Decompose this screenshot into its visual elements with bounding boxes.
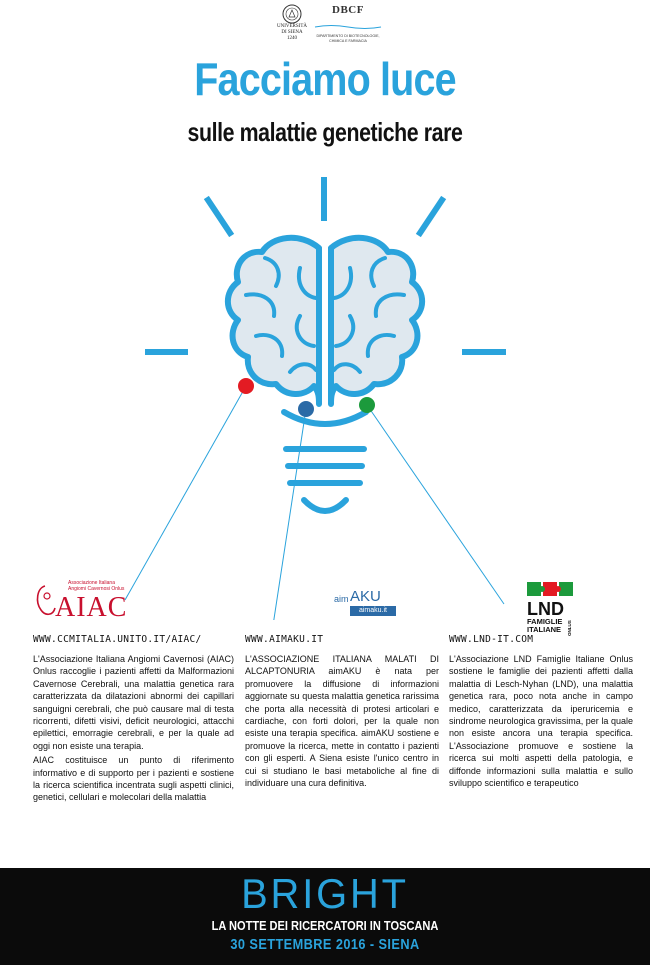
aiac-sub2: Angiomi Cavernosi Onlus bbox=[68, 586, 125, 592]
lnd-logo-text: LND bbox=[527, 599, 564, 619]
unisi-name: UNIVERSITÀ bbox=[277, 24, 307, 29]
lnd-sub2: ITALIANE bbox=[527, 625, 562, 634]
aiac-sub1: Associazione Italiana bbox=[68, 580, 115, 586]
event-subtitle: LA NOTTE DEI RICERCATORI IN TOSCANA bbox=[211, 918, 439, 933]
aiac-description bbox=[33, 653, 234, 806]
bulb-base-icon bbox=[284, 412, 366, 511]
dbcf-line1: DIPARTIMENTO DI BIOTECNOLOGIE, bbox=[316, 34, 380, 38]
unisi-logo bbox=[272, 4, 312, 42]
page-subtitle: sulle malattie genetiche rare bbox=[187, 117, 463, 147]
aimaku-paragraph: L'ASSOCIAZIONE ITALIANA MALATI DI ALCAPTONURIA aimAKU è nata per promuovere la diffusione di informazioni aggiornate su questa malattia genetica rarissima che porta alla necessità di protesi articolari e cardiache, con forti dolori, per la quale non esiste una terapia specifica. aimAKU sostiene e promuove la ricerca, mette in contatto i pazienti con gli esperti. A Siena esiste l'unico centro in cui si studiano le basi metaboliche al fine di individuare una cura definitiva. bbox=[245, 654, 439, 789]
dbcf-line2: CHIMICA E FARMACIA bbox=[329, 38, 367, 43]
brain-bulb-illustration bbox=[0, 160, 650, 620]
event-name: BRIGHT bbox=[241, 870, 409, 917]
event-date: 30 SETTEMBRE 2016 - SIENA bbox=[230, 936, 420, 953]
aimaku-small: aim bbox=[334, 594, 349, 604]
dbcf-wave-icon bbox=[313, 24, 383, 29]
marker-blue-icon bbox=[298, 401, 314, 417]
unisi-of: DI SIENA bbox=[281, 30, 303, 35]
aimaku-sub: aimaku.it bbox=[350, 606, 396, 616]
lnd-side: ONLUS bbox=[567, 620, 572, 636]
page-title: Facciamo luce bbox=[194, 53, 456, 105]
unisi-seal-icon bbox=[281, 4, 303, 24]
lnd-description bbox=[449, 653, 633, 791]
lnd-sub1: FAMIGLIE bbox=[527, 617, 563, 626]
aimaku-logo bbox=[326, 574, 398, 626]
aimaku-url-link[interactable]: WWW.AIMAKU.IT bbox=[245, 634, 324, 645]
lnd-paragraph: L'Associazione LND Famiglie Italiane Onlus sostiene le famiglie dei pazienti affetti dalla malattia di Lesch-Nyhan (LND), una malattia genetica rara, poco nota anche in campo medico, caratterizzata da iperuricemia e sindrome neurologica gravissima, per la quale non esiste ancora una terapia specifica. L'Associazione promuove e sostiene la ricerca sui molti aspetti della patologia, e diffonde informazioni sulla malattia e sullo sviluppo scientifico e terapeutico bbox=[449, 654, 633, 789]
unisi-year: 1240 bbox=[287, 36, 297, 41]
dbcf-acronym: DBCF bbox=[332, 4, 364, 16]
brain-icon bbox=[228, 238, 422, 404]
marker-green-icon bbox=[359, 397, 375, 413]
aiac-paragraph: AIAC costituisce un punto di riferimento informativo e di supporto per i pazienti e sostiene la ricerca scientifica incentrata sugli aspetti clinici, genetici, cellulari e molecolari della malattia bbox=[33, 755, 234, 803]
light-rays-icon bbox=[148, 180, 503, 352]
aiac-paragraph: L'Associazione Italiana Angiomi Cavernosi (AIAC) Onlus raccoglie i pazienti affetti da Malformazioni Cavernose Cerebrali, una malattia genetica rara caratterizzata da dilatazioni abnormi dei capillari sanguigni cerebrali, che può causare mal di testa ricorrenti, difetti visivi, deficit neurologici, attacchi epilettici, emorragie cerebrali, e per la quale ad oggi non esiste una terapia. bbox=[33, 654, 234, 751]
aiac-logo bbox=[33, 578, 133, 628]
aiac-logo-text: AIAC bbox=[55, 592, 128, 623]
aimaku-logo-text: AKU bbox=[350, 588, 381, 605]
dbcf-logo bbox=[312, 4, 384, 43]
lnd-url-link[interactable]: WWW.LND-IT.COM bbox=[449, 634, 534, 645]
aimaku-description bbox=[245, 653, 439, 791]
marker-red-icon bbox=[238, 378, 254, 394]
aiac-url-link[interactable]: WWW.CCMITALIA.UNITO.IT/AIAC/ bbox=[33, 634, 202, 645]
